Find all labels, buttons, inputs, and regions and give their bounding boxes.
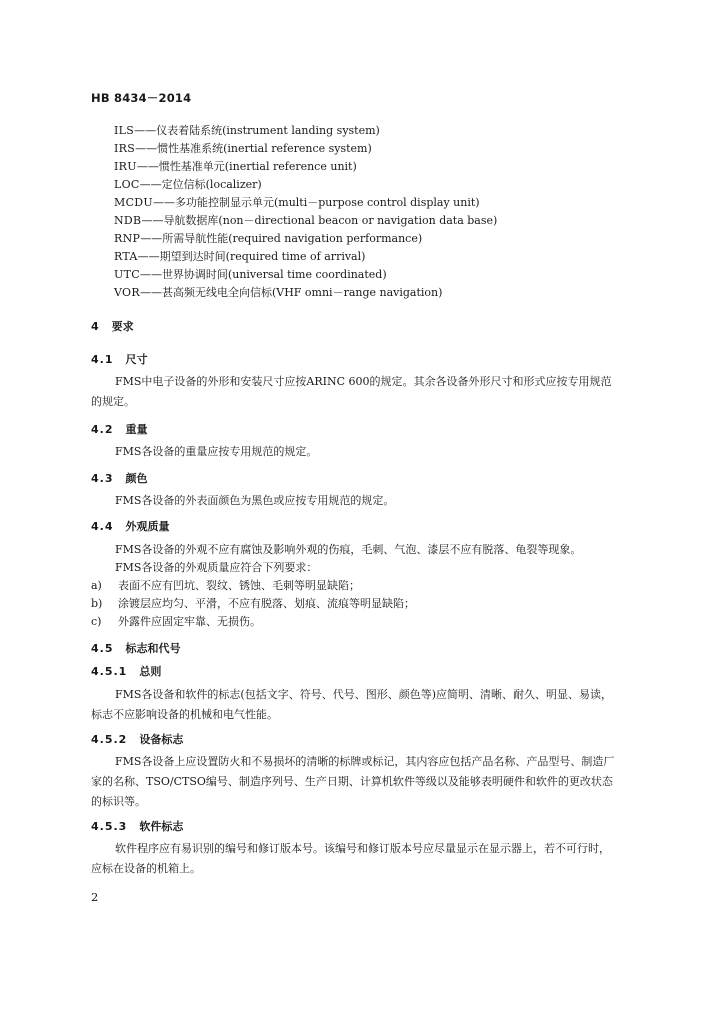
paragraph-4-5-3: 软件程序应有易识别的编号和修订版本号。该编号和修订版本号应尽量显示在显示器上，若不可行时，应标在设备的机箱上。 [91,842,610,875]
dash: —— [139,268,162,281]
list-item [114,212,497,230]
dash: —— [137,250,160,263]
section-number: 4 [91,320,100,333]
abbreviation-definition: 导航数据库(non－directional beacon or navigation data base) [163,214,498,227]
document-code: HB 8434－2014 [91,91,192,105]
list-item [114,176,497,194]
abbreviation-term: UTC [114,268,140,281]
section-title: 尺寸 [125,353,148,366]
list-item [114,158,497,176]
paragraph-4-3: FMS各设备的外表面颜色为黑色或应按专用规范的规定。 [115,494,395,507]
abbreviation-definition: 惯性基准单元(inertial reference unit) [158,160,357,173]
section-title: 标志和代号 [125,642,181,655]
abbreviation-definition: 定位信标(localizer) [161,178,262,191]
section-heading-4-5-3 [91,818,183,834]
abbreviation-definition: 多功能控制显示单元(multi－purpose control display unit) [174,196,480,209]
abbreviation-definition: 世界协调时间(universal time coordinated) [161,268,387,281]
dash: —— [135,142,158,155]
dash: —— [134,124,157,137]
section-number: 4.4 [91,520,114,533]
section-title: 外观质量 [125,520,170,533]
list-text: 表面不应有凹坑、裂纹、锈蚀、毛刺等明显缺陷； [118,579,360,592]
list-marker: b) [91,597,103,610]
abbreviation-definition: 所需导航性能(required navigation performance) [162,232,423,245]
section-heading-4-4 [91,518,170,534]
abbreviation-term: VOR [114,286,140,299]
abbreviation-term: IRS [114,142,136,155]
list-text: 外露件应固定牢靠、无损伤。 [118,615,261,628]
list-item [114,194,497,212]
section-number: 4.5.3 [91,820,128,833]
page-number: 2 [91,890,99,904]
abbreviation-definition: 仪表着陆系统(instrument landing system) [156,124,380,137]
list-item [91,613,261,631]
section-number: 4.5.1 [91,665,128,678]
abbreviation-definition: 甚高频无线电全向信标(VHF omni－range navigation) [161,286,443,299]
dash: —— [139,286,162,299]
section-number: 4.5 [91,642,114,655]
dash: —— [140,232,163,245]
dash: —— [141,214,164,227]
section-title: 总则 [139,665,162,678]
section-title: 颜色 [125,472,148,485]
list-item [114,284,497,302]
section-heading-4-5-1 [91,663,161,679]
list-item [114,122,497,140]
abbreviation-term: ILS [114,124,135,137]
abbreviation-term: RNP [114,232,141,245]
section-number: 4.2 [91,423,114,436]
list-item [91,577,360,595]
list-item [114,248,497,266]
section-number: 4.3 [91,472,114,485]
list-text: 涂镀层应均匀、平滑，不应有脱落、划痕、流痕等明显缺陷； [118,597,415,610]
abbreviation-term: NDB [114,214,142,227]
section-heading-4-2 [91,421,148,437]
dash: —— [139,178,162,191]
dash: —— [136,160,159,173]
section-heading-4 [91,318,134,334]
section-title: 要求 [111,320,134,333]
paragraph-4-5-2: FMS各设备上应设置防火和不易损坏的清晰的标牌或标记，其内容应包括产品名称、产品型号、制造厂家的名称、TSO/CTSO编号、制造序列号、生产日期、计算机软件等级以及能够表明硬件和软件的更改状态的标识等。 [91,755,615,808]
list-marker: c) [91,615,102,628]
list-item [91,595,415,613]
abbreviation-term: LOC [114,178,140,191]
paragraph-4-4-line2: FMS各设备的外观质量应符合下列要求： [115,561,318,574]
paragraph-4-5-1: FMS各设备和软件的标志(包括文字、符号、代号、图形、颜色等)应简明、清晰、耐久、明显、易读，标志不应影响设备的机械和电气性能。 [91,688,613,721]
abbreviation-list [114,122,497,302]
paragraph-4-2: FMS各设备的重量应按专用规范的规定。 [115,445,318,458]
section-title: 设备标志 [139,733,184,746]
abbreviation-term: RTA [114,250,138,263]
section-title: 重量 [125,423,148,436]
section-heading-4-5 [91,640,181,656]
abbreviation-definition: 惯性基准系统(inertial reference system) [157,142,372,155]
section-heading-4-5-2 [91,731,183,747]
abbreviation-term: IRU [114,160,137,173]
section-number: 4.1 [91,353,114,366]
list-marker: a) [91,579,102,592]
section-heading-4-1 [91,351,148,367]
list-item [114,266,497,284]
list-item [114,230,497,248]
section-title: 软件标志 [139,820,184,833]
section-heading-4-3 [91,470,148,486]
paragraph-4-1: FMS中电子设备的外形和安装尺寸应按ARINC 600的规定。其余各设备外形尺寸和形式应按专用规范的规定。 [91,375,612,408]
section-number: 4.5.2 [91,733,128,746]
list-item [114,140,497,158]
abbreviation-definition: 期望到达时间(required time of arrival) [159,250,366,263]
abbreviation-term: MCDU [114,196,153,209]
paragraph-4-4-line1: FMS各设备的外观不应有腐蚀及影响外观的伤痕，毛刺、气泡、漆层不应有脱落、龟裂等现象。 [115,543,582,556]
dash: —— [152,196,175,209]
